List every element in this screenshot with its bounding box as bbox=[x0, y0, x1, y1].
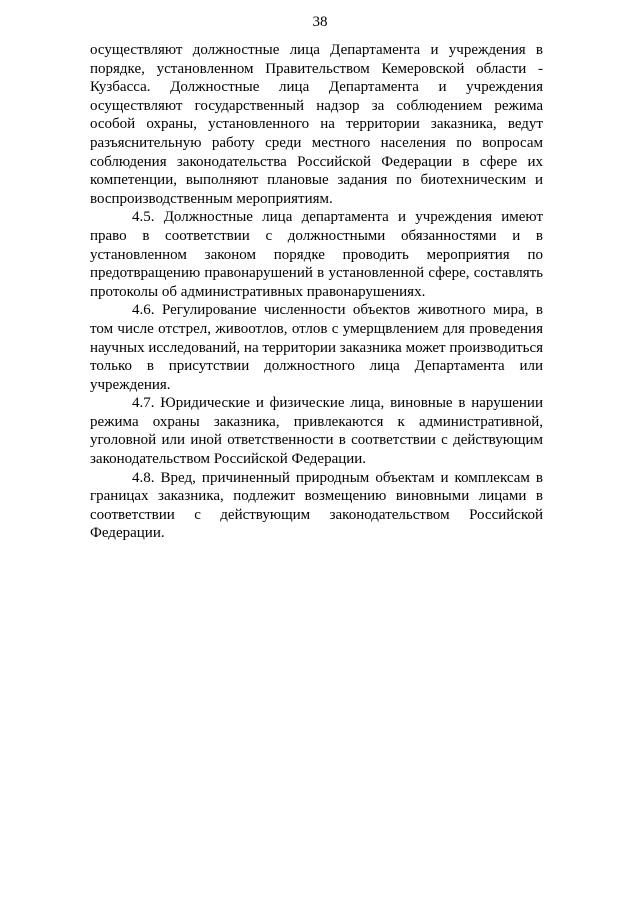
paragraph-4-7: 4.7. Юридические и физические лица, виновные в нарушении режима охраны заказника, привлекаются к административной, уголовной или иной ответственности в соответствии с действующим законодательством Российской Федерации. bbox=[90, 395, 543, 468]
document-body bbox=[90, 41, 543, 543]
paragraph-4-8: 4.8. Вред, причиненный природным объектам и комплексам в границах заказника, подлежит возмещению виновными лицами в соответствии с действующим законодательством Российской Федерации. bbox=[90, 469, 543, 542]
page-number: 38 bbox=[312, 14, 328, 30]
paragraph-4-6: 4.6. Регулирование численности объектов животного мира, в том числе отстрел, живоотлов, отлов с умерщвлением для проведения научных исследований, на территории заказника может производиться только в присутствии должностного лица Департамента или учреждения. bbox=[90, 302, 543, 393]
paragraph-continuation: осуществляют должностные лица Департамента и учреждения в порядке, установленном Правительством Кемеровской области - Кузбасса. Должностные лица Департамента и учреждения осуществляют государственный надзор за соблюдением режима особой охраны, установленного на территории заказника, ведут разъяснительную работу среди местного населения по вопросам соблюдения законодательства Российской Федерации в сфере их компетенции, выполняют плановые задания по биотехническим и воспроизводственным мероприятиям. bbox=[90, 42, 543, 207]
paragraph-4-5: 4.5. Должностные лица департамента и учреждения имеют право в соответствии с должностными обязанностями и в установленном законом порядке проводить мероприятия по предотвращению правонарушений в установленной сфере, составлять протоколы об административных правонарушениях. bbox=[90, 209, 543, 300]
